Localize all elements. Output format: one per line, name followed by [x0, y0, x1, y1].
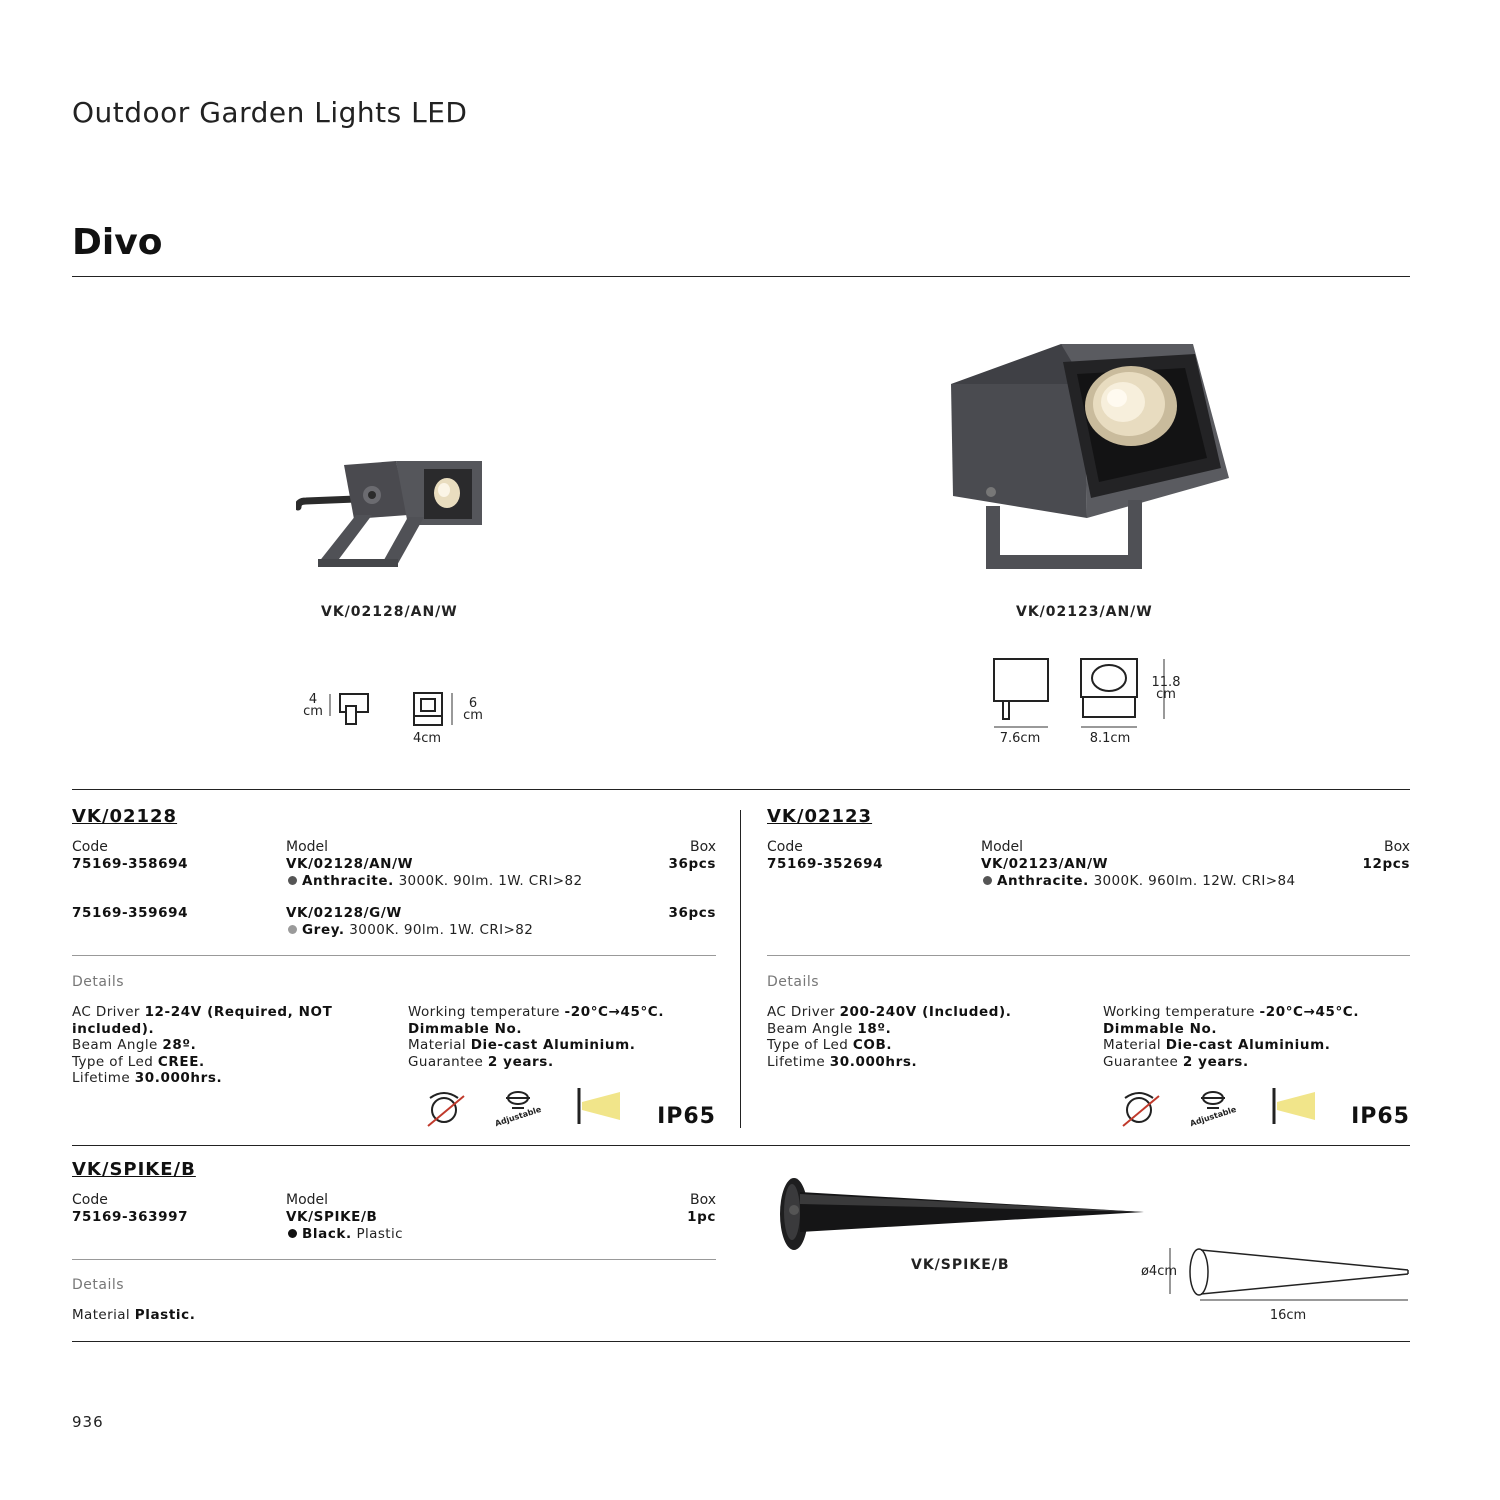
footer-divider — [72, 1341, 1410, 1342]
product-caption-vk02128: VK/02128/AN/W — [321, 604, 458, 620]
page-number: 936 — [72, 1413, 104, 1431]
variant-description: Grey. 3000K. 90lm. 1W. CRI>82 — [288, 922, 533, 938]
details-column-1: AC Driver 12-24V (Required, NOT included). Beam Angle 28º. Type of Led CREE. Lifetime 30.000hrs. — [72, 1004, 333, 1086]
spec-section-vk02128 — [72, 806, 716, 1136]
category-title: Outdoor Garden Lights LED — [72, 96, 468, 129]
code-label: Code — [72, 1192, 108, 1208]
code-value: 75169-359694 — [72, 905, 189, 921]
details-column-2: Working temperature -20°C→45°C. Dimmable No. Material Die-cast Aluminium. Guarantee 2 years. — [408, 1004, 665, 1070]
color-swatch — [288, 876, 297, 885]
details-label: Details — [72, 1277, 125, 1293]
details-divider — [767, 955, 1410, 956]
code-label: Code — [767, 839, 803, 855]
details-column-2: Working temperature -20°C→45°C. Dimmable No. Material Die-cast Aluminium. Guarantee 2 years. — [1103, 1004, 1360, 1070]
product-image-vk02123 — [945, 340, 1235, 575]
box-value: 1pc — [687, 1209, 716, 1225]
model-label: Model — [286, 839, 329, 855]
spike-dim-length: 16cm — [1269, 1308, 1307, 1323]
wall-light-icon — [1271, 1086, 1317, 1126]
spike-caption: VK/SPIKE/B — [911, 1257, 1010, 1273]
code-value: 75169-358694 — [72, 856, 189, 872]
spike-dim-diameter: ø4cm — [1140, 1264, 1178, 1279]
spec-section-vk02123 — [767, 806, 1410, 1136]
section-title: VK/02123 — [767, 806, 873, 827]
spec-divider — [72, 789, 1410, 790]
variant-description: Anthracite. 3000K. 960lm. 12W. CRI>84 — [983, 873, 1295, 889]
box-label: Box — [689, 839, 716, 855]
dim-height-vk02128: 6 cm — [463, 696, 483, 723]
adjustable-label: Adjustable — [493, 1104, 543, 1129]
section-title: VK/SPIKE/B — [72, 1159, 196, 1180]
model-value: VK/02128/AN/W — [286, 856, 414, 872]
box-label: Box — [1383, 839, 1410, 855]
dim-height-vk02123: 11.8 cm — [1151, 675, 1181, 702]
spec-section-spike — [72, 1159, 716, 1339]
box-value: 12pcs — [1362, 856, 1410, 872]
not-dimmable-icon — [1117, 1088, 1163, 1128]
wall-light-icon — [576, 1086, 622, 1126]
model-label: Model — [286, 1192, 329, 1208]
details-material: Material Plastic. — [72, 1307, 196, 1323]
box-value: 36pcs — [668, 905, 716, 921]
color-swatch — [288, 925, 297, 934]
section-title: VK/02128 — [72, 806, 178, 827]
code-value: 75169-363997 — [72, 1209, 189, 1225]
spike-product-image — [776, 1172, 1148, 1256]
dimension-drawing-vk02123 — [990, 655, 1170, 730]
variant-description: Black. Plastic — [288, 1226, 403, 1242]
code-label: Code — [72, 839, 108, 855]
ip-rating: IP65 — [1351, 1104, 1410, 1129]
front-view-icon — [410, 690, 460, 730]
dim-depth-vk02128: 4 cm — [303, 692, 323, 719]
side-view-icon — [328, 690, 374, 730]
model-label: Model — [981, 839, 1024, 855]
ip-rating: IP65 — [657, 1104, 716, 1129]
column-divider — [740, 810, 741, 1128]
details-column-1: AC Driver 200-240V (Included). Beam Angle 18º. Type of Led COB. Lifetime 30.000hrs. — [767, 1004, 1012, 1070]
spike-dimension-drawing — [1160, 1244, 1412, 1304]
header-divider — [72, 276, 1410, 277]
color-swatch — [983, 876, 992, 885]
details-label: Details — [72, 974, 125, 990]
code-value: 75169-352694 — [767, 856, 884, 872]
model-value: VK/SPIKE/B — [286, 1209, 378, 1225]
details-divider — [72, 955, 716, 956]
adjustable-label: Adjustable — [1188, 1104, 1238, 1129]
details-divider — [72, 1259, 716, 1260]
color-swatch — [288, 1229, 297, 1238]
product-caption-vk02123: VK/02123/AN/W — [1016, 604, 1153, 620]
not-dimmable-icon — [422, 1088, 468, 1128]
product-image-vk02128 — [296, 455, 496, 575]
model-value: VK/02128/G/W — [286, 905, 402, 921]
dim-depth-vk02123: 7.6cm — [999, 731, 1041, 746]
box-value: 36pcs — [668, 856, 716, 872]
details-label: Details — [767, 974, 820, 990]
spike-divider — [72, 1145, 1410, 1146]
variant-description: Anthracite. 3000K. 90lm. 1W. CRI>82 — [288, 873, 582, 889]
dim-width-vk02123: 8.1cm — [1089, 731, 1131, 746]
family-name: Divo — [72, 222, 163, 263]
box-label: Box — [689, 1192, 716, 1208]
model-value: VK/02123/AN/W — [981, 856, 1109, 872]
dim-width-vk02128: 4cm — [412, 731, 442, 746]
